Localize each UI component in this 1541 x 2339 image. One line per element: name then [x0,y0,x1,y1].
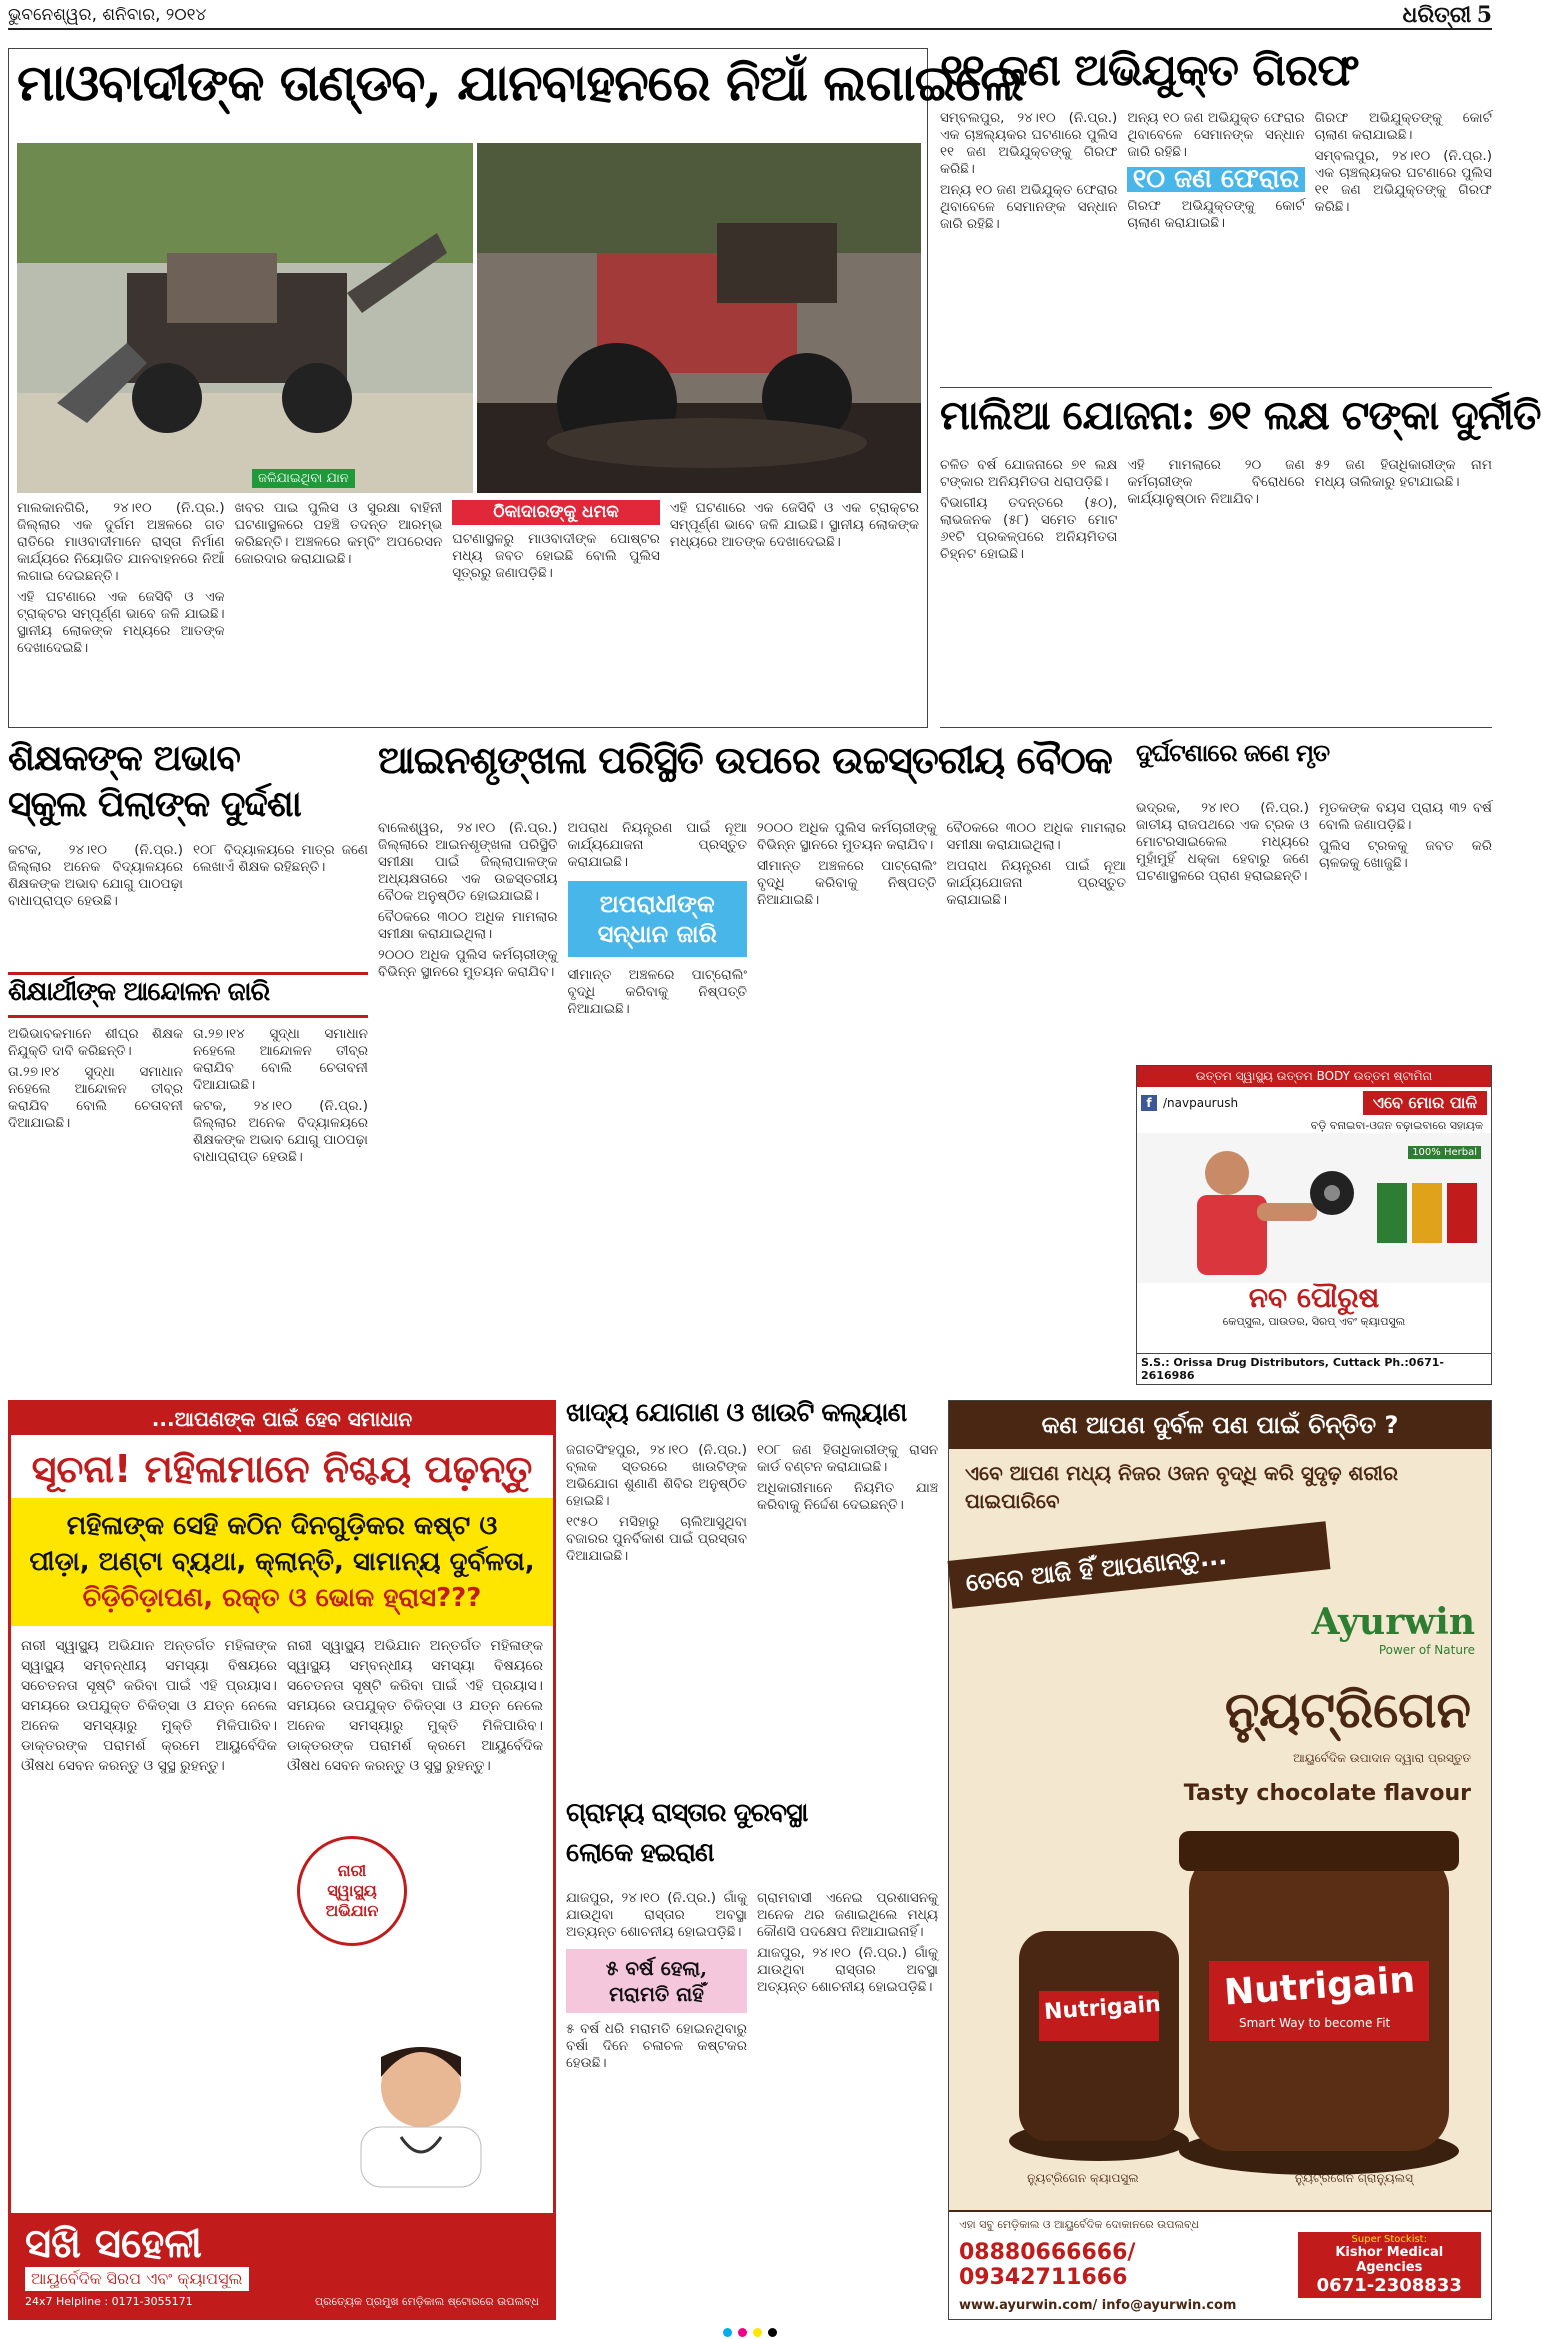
ad-nutrigain-product: ନ୍ୟୁଟ୍ରିଗେନ [1224,1681,1471,1739]
ad-sakhi-brand: ସଖି ସହେଳୀ [25,2221,202,2267]
pullquote: ଠିକାଦାରଙ୍କୁ ଧମକ [452,500,660,525]
story-arrest-col-1 [940,110,1117,380]
ad-sakhi-saheli[interactable] [8,1400,556,2320]
story-maoist-col-1 [17,500,225,710]
story-accident [1136,740,1492,1058]
paragraph: ଅପରାଧ ନିୟନ୍ତ୍ରଣ ପାଇଁ ନୂଆ କାର୍ଯ୍ୟଯୋଜନା ପ୍ରସ୍ତୁତ କରାଯାଇଛି। [567,820,747,870]
story-arrest-headline: ୧୧ ଜଣ ଅଭିଯୁକ୍ତ ଗିରଫ [940,45,1359,96]
paragraph: ସମ୍ବଲପୁର, ୨୪।୧୦ (ନି.ପ୍ର.) ଏକ ଚାଞ୍ଚଲ୍ୟକର ଘଟଣାରେ ପୁଲିସ ୧୧ ଜଣ ଅଭିଯୁକ୍ତଙ୍କୁ ଗିରଫ କରିଛି। [940,110,1118,177]
story-scheme-headline: ମାଲିଆ ଯୋଜନା: ୭୧ ଲକ୍ଷ ଟଙ୍କା ଦୁର୍ନୀତି [940,392,1541,439]
paragraph: ୫୨ ଜଣ ହିତାଧିକାରୀଙ୍କ ନାମ ମଧ୍ୟ ତାଲିକାରୁ ହଟାଯାଇଛି। [1314,457,1492,490]
ad-nutrigain-intro: ଏବେ ଆପଣ ମଧ୍ୟ ନିଜର ଓଜନ ବୃଦ୍ଧି କରି ସୁଦୃଢ଼ ଶରୀର ପାଇପାରିବେ [965,1461,1399,1513]
story-maoist [8,48,1023,728]
paragraph: ଗିରଫ ଅଭିଯୁକ୍ତଙ୍କୁ କୋର୍ଟ ଚାଲାଣ କରାଯାଇଛି। [1127,198,1305,231]
paragraph: କଟକ, ୨୪।୧୦ (ନି.ପ୍ର.) ଜିଲ୍ଲାର ଅନେକ ବିଦ୍ୟାଳୟରେ ଶିକ୍ଷକଙ୍କ ଅଭାବ ଯୋଗୁ ପାଠପଢ଼ା ବାଧାପ୍ରାପ୍ତ ହେଉଛି। [8,842,183,909]
story-arrest-col-2 [1127,110,1304,380]
paragraph: ଘଟଣାସ୍ଥଳରୁ ମାଓବାଦୀଙ୍କ ପୋଷ୍ଟର ମଧ୍ୟ ଜବତ ହୋଇଛି ବୋଲି ପୁଲିସ ସୂତ୍ରରୁ ଜଣାପଡ଼ିଛି। [452,531,660,581]
paragraph: ବୈଠକରେ ୩୦୦ ଅଧିକ ମାମଲାର ସମୀକ୍ଷା କରାଯାଇଥିଲା। [946,820,1126,853]
story-scheme-col-3 [1315,457,1492,717]
story-lawandorder-col-3 [757,820,937,1380]
ad-sakhi-helpline: 24x7 Helpline : 0171-3055171 [25,2295,193,2308]
paragraph: ୨୦୦୦ ଅଧିକ ପୁଲିସ କର୍ମଚାରୀଙ୍କୁ ବିଭିନ୍ନ ସ୍ଥାନରେ ମୁତୟନ କରାଯିବ। [378,947,558,980]
paragraph: ଅପରାଧ ନିୟନ୍ତ୍ରଣ ପାଇଁ ନୂଆ କାର୍ଯ୍ୟଯୋଜନା ପ୍ରସ୍ତୁତ କରାଯାଇଛି। [946,858,1126,908]
paragraph: ଯାଜପୁର, ୨୪।୧୦ (ନି.ପ୍ର.) ଗାଁକୁ ଯାଉଥିବା ରାସ୍ତାର ଅବସ୍ଥା ଅତ୍ୟନ୍ତ ଶୋଚନୀୟ ହୋଇପଡ଼ିଛି। [757,1945,938,1995]
ad-sakhi-body-1: ନାରୀ ସ୍ୱାସ୍ଥ୍ୟ ଅଭିଯାନ ଅନ୍ତର୍ଗତ ମହିଳାଙ୍କ ସ୍ୱାସ୍ଥ୍ୟ ସମ୍ବନ୍ଧୀୟ ସମସ୍ୟା ବିଷୟରେ ସଚେତନତା ସୃଷ୍ଟି କରିବା ପାଇଁ ଏହି ପ୍ରୟାସ। ସମୟରେ ଉପଯୁକ୍ତ ଚିକିତ୍ସା ଓ ଯତ୍ନ ନେଲେ ଅନେକ ସମସ୍ୟାରୁ ମୁକ୍ତି ମିଳିପାରିବ। ଡାକ୍ତରଙ୍କ ପରାମର୍ଶ କ୍ରମେ ଆୟୁର୍ବେଦିକ ଔଷଧ ସେବନ କରନ୍ତୁ ଓ ସୁସ୍ଥ ରୁହନ୍ତୁ। [21,1638,277,1774]
jar-label-small: Nutrigain [1043,1991,1162,2026]
callout-line: ସନ୍ଧାନ ଜାରି [597,919,717,948]
paragraph: ସୀମାନ୍ତ ଅଞ୍ଚଳରେ ପାଟ୍ରୋଲିଂ ବୃଦ୍ଧି କରିବାକୁ ନିଷ୍ପତ୍ତି ନିଆଯାଇଛି। [757,858,937,908]
paragraph: ୫ ବର୍ଷ ଧରି ମରାମତି ହୋଇନଥିବାରୁ ବର୍ଷା ଦିନେ ଚଳାଚଳ କଷ୍ଟକର ହେଉଛି। [566,2021,747,2071]
yellow-mark [753,2328,762,2337]
page-folio [8,2,1492,30]
ad-nutrigain-flavour: Tasty chocolate flavour [1183,1781,1471,1806]
black-mark [768,2328,777,2337]
paragraph: ବିଭାଗୀୟ ତଦନ୍ତରେ (୫୦), ଲାଭଜନକ (୫୮) ସମେତ ମୋଟ ୬୧ଟି ପ୍ରକଳ୍ପରେ ଅନିୟମିତତା ଚିହ୍ନଟ ହୋଇଛି। [940,495,1118,562]
ad-nutrigain-arc: ତେବେ ଆଜି ହିଁ ଆପଣାନ୍ତୁ... [948,1521,1331,1608]
tractor-illustration [477,143,921,493]
paragraph: ୧୯୫୦ ମସିହାରୁ ଚାଲିଆସୁଥିବା ବଜାରର ପୁନର୍ବିକାଶ ପାଇଁ ପ୍ରସ୍ତାବ ଦିଆଯାଇଛି। [566,1514,747,1564]
paragraph: ଏହି ଘଟଣାରେ ଏକ ଜେସିବି ଓ ଏକ ଟ୍ରାକ୍ଟର ସମ୍ପୂର୍ଣ୍ଣ ଭାବେ ଜଳି ଯାଇଛି। ସ୍ଥାନୀୟ ଲୋକଙ୍କ ମଧ୍ୟରେ ଆତଙ୍କ ଦେଖାଦେଇଛି। [669,500,920,550]
ad-sakhi-footnote: ପ୍ରତ୍ୟେକ ପ୍ରମୁଖ ମେଡ଼ିକାଲ ଷ୍ଟୋରରେ ଉପଲବ୍ଧ [314,2295,539,2308]
paragraph: ଜଗତସିଂହପୁର, ୨୪।୧୦ (ନି.ପ୍ର.) ବ୍ଲକ ସ୍ତରରେ ଖାଉଟିଙ୍କ ଅଭିଯୋଗ ଶୁଣାଣି ଶିବିର ଅନୁଷ୍ଠିତ ହୋଇଛି। [566,1442,747,1509]
callout-line: ୫ ବର୍ଷ ହେଲା, [605,1956,708,1980]
callout-line: ଅପରାଧୀଙ୍କ [599,889,715,918]
story-consumer-col-2 [757,1442,938,1772]
paragraph: ଭଦ୍ରକ, ୨୪।୧୦ (ନି.ପ୍ର.) ଜାତୀୟ ରାଜପଥରେ ଏକ ଟ୍ରକ ଓ ମୋଟରସାଇକେଲ ମଧ୍ୟରେ ମୁହାଁମୁହିଁ ଧକ୍କା ହେବାରୁ ଜଣେ ଘଟଣାସ୍ଥଳରେ ପ୍ରାଣ ହରାଇଛନ୍ତି। [1136,800,1309,884]
folio-date: ଭୁବନେଶ୍ୱର, ଶନିବାର, ୨୦୧୪ [8,5,207,25]
story-teacher [8,737,368,1390]
story-teacher-headline-2: ସ୍କୁଲ ପିଲାଙ୍କ ଦୁର୍ଦ୍ଦଶା [8,783,301,825]
stockist-name: Kishor Medical Agencies [1335,2245,1444,2275]
paragraph: ତା.୨୭।୧୪ ସୁଦ୍ଧା ସମାଧାନ ନହେଲେ ଆନ୍ଦୋଳନ ତୀବ୍ର କରାଯିବ ବୋଲି ଚେତାବନୀ ଦିଆଯାଇଛି। [8,1064,183,1131]
ad-sakhi-sub-2: ପୀଡ଼ା, ଅଣ୍ଟା ବ୍ୟଥା, କ୍ଲାନ୍ତି, ସାମାନ୍ୟ ଦୁର୍ବଳତା, [29,1547,535,1577]
ad-navpaurush-distributor: S.S.: Orissa Drug Distributors, Cuttack Ph.:0671-2616986 [1137,1353,1491,1384]
paragraph: ମାଲକାନଗିରି, ୨୪।୧୦ (ନି.ପ୍ର.) ଜିଲ୍ଲାର ଏକ ଦୁର୍ଗମ ଅଞ୍ଚଳରେ ଗତ ରାତିରେ ମାଓବାଦୀମାନେ ରାସ୍ତା ନିର୍ମାଣ କାର୍ଯ୍ୟରେ ନିୟୋଜିତ ଯାନବାହନରେ ନିଆଁ ଲଗାଇ ଦେଇଛନ୍ତି। [17,500,225,584]
jar-label-large: Nutrigain [1222,1959,1417,2014]
story-maoist-headline: ମାଓବାଦୀଙ୍କ ତାଣ୍ଡବ, ଯାନବାହନରେ ନିଆଁ ଲଗାଇଲେ [17,53,1023,112]
stockist-phone: 0671-2308833 [1316,2275,1462,2296]
ad-nutrigain-product-sub: ଆୟୁର୍ବେଦିକ ଉପାଦାନ ଦ୍ୱାରା ପ୍ରସ୍ତୁତ [1293,1751,1471,1765]
ad-sakhi-body-2: ନାରୀ ସ୍ୱାସ୍ଥ୍ୟ ଅଭିଯାନ ଅନ୍ତର୍ଗତ ମହିଳାଙ୍କ ସ୍ୱାସ୍ଥ୍ୟ ସମ୍ବନ୍ଧୀୟ ସମସ୍ୟା ବିଷୟରେ ସଚେତନତା ସୃଷ୍ଟି କରିବା ପାଇଁ ଏହି ପ୍ରୟାସ। ସମୟରେ ଉପଯୁକ୍ତ ଚିକିତ୍ସା ଓ ଯତ୍ନ ନେଲେ ଅନେକ ସମସ୍ୟାରୁ ମୁକ୍ତି ମିଳିପାରିବ। ଡାକ୍ତରଙ୍କ ପରାମର୍ଶ କ୍ରମେ ଆୟୁର୍ବେଦିକ ଔଷଧ ସେବନ କରନ୍ତୁ ଓ ସୁସ୍ଥ ରୁହନ୍ତୁ। [287,1638,543,1774]
ad-nutrigain-note: ଏହା ସବୁ ମେଡ଼ିକାଲ ଓ ଆୟୁର୍ବେଦିକ ଦୋକାନରେ ଉପଲବ୍ଧ [959,2218,1199,2231]
paragraph: ପୁଲିସ ଟ୍ରକକୁ ଜବତ କରି ଚାଳକକୁ ଖୋଜୁଛି। [1319,838,1492,871]
story-accident-col-1 [1136,800,1309,1050]
registration-marks [0,2325,1500,2339]
paragraph: ଗିରଫ ଅଭିଯୁକ୍ତଙ୍କୁ କୋର୍ଟ ଚାଲାଣ କରାଯାଇଛି। [1314,110,1492,143]
paragraph: ୨୦୦୦ ଅଧିକ ପୁଲିସ କର୍ମଚାରୀଙ୍କୁ ବିଭିନ୍ନ ସ୍ଥାନରେ ମୁତୟନ କରାଯିବ। [757,820,937,853]
paragraph: ଯାଜପୁର, ୨୪।୧୦ (ନି.ପ୍ର.) ଗାଁକୁ ଯାଉଥିବା ରାସ୍ତାର ଅବସ୍ଥା ଅତ୍ୟନ୍ତ ଶୋଚନୀୟ ହୋଇପଡ଼ିଛି। [566,1890,747,1940]
ad-nutrigain[interactable] [948,1400,1492,2320]
seal-line: ଅଭିଯାନ [325,1901,379,1920]
ayurwin-logo: Ayurwin [1311,1601,1475,1643]
divider [8,1015,368,1018]
story-teacher-col-2 [193,842,368,972]
excavator-illustration [17,143,473,493]
seal-line: ସ୍ୱାସ୍ଥ୍ୟ [327,1881,377,1900]
paragraph: ସମ୍ବଲପୁର, ୨୪।୧୦ (ନି.ପ୍ର.) ଏକ ଚାଞ୍ଚଲ୍ୟକର ଘଟଣାରେ ପୁଲିସ ୧୧ ଜଣ ଅଭିଯୁକ୍ତଙ୍କୁ ଗିରଫ କରିଛି। [1314,148,1492,215]
story-lawandorder-col-4 [947,820,1127,1380]
ad-navpaurush-badge: 100% Herbal [1408,1146,1481,1159]
story-teacher-col-1 [8,842,183,972]
ad-sakhi-sub-1: ମହିଳାଙ୍କ ସେହି କଠିନ ଦିନଗୁଡ଼ିକର କଷ୍ଟ ଓ [66,1511,498,1541]
paragraph: ଅଧିକାରୀମାନେ ନିୟମିତ ଯାଞ୍ଚ କରିବାକୁ ନିର୍ଦ୍ଦେଶ ଦେଇଛନ୍ତି। [757,1480,938,1513]
callout-repair [566,1949,747,2013]
paragraph: ଅନ୍ୟ ୧୦ ଜଣ ଅଭିଯୁକ୍ତ ଫେରାର ଥିବାବେଳେ ସେମାନଙ୍କ ସନ୍ଧାନ ଜାରି ରହିଛି। [940,182,1118,232]
ad-sakhi-headline: ସୂଚନା! ମହିଳାମାନେ ନିଶ୍ଚୟ ପଢ଼ନ୍ତୁ [31,1447,533,1491]
ad-navpaurush-social: /navpaurush [1163,1096,1239,1110]
story-lawandorder-col-1 [378,820,558,1380]
paragraph: ୧୦୮ ଜଣ ହିତାଧିକାରୀଙ୍କୁ ରାସନ କାର୍ଡ ବଣ୍ଟନ କରାଯାଇଛି। [757,1442,938,1475]
jar-tagline: Smart Way to become Fit [1239,2016,1391,2030]
story-teacher-headline-1: ଶିକ୍ଷକଙ୍କ ଅଭାବ [8,737,240,779]
paragraph: ମୃତକଙ୍କ ବୟସ ପ୍ରାୟ ୩୨ ବର୍ଷ ବୋଲି ଜଣାପଡ଼ିଛି। [1319,800,1492,833]
facebook-icon: f [1141,1095,1157,1111]
paragraph: ବାଲେଶ୍ୱର, ୨୪।୧୦ (ନି.ପ୍ର.) ଜିଲ୍ଲାରେ ଆଇନଶୃଙ୍ଖଳା ପରିସ୍ଥିତି ସମୀକ୍ଷା ପାଇଁ ଜିଲ୍ଲାପାଳଙ୍କ ଅଧ୍ୟକ୍ଷତାରେ ଏକ ଉଚ୍ଚସ୍ତରୀୟ ବୈଠକ ଅନୁଷ୍ଠିତ ହୋଇଯାଇଛି। [378,820,558,904]
callout-search [568,881,748,957]
story-maoist-col-3 [452,500,660,710]
story-arrest-col-3 [1315,110,1492,380]
paragraph: କଟକ, ୨୪।୧୦ (ନି.ପ୍ର.) ଜିଲ୍ଲାର ଅନେକ ବିଦ୍ୟାଳୟରେ ଶିକ୍ଷକଙ୍କ ଅଭାବ ଯୋଗୁ ପାଠପଢ଼ା ବାଧାପ୍ରାପ୍ତ ହେଉଛି। [193,1098,368,1165]
ayurwin-logo-sub: Power of Nature [1378,1643,1475,1657]
story-scheme [940,392,1541,728]
ad-navpaurush-tagline: ଉତ୍ତମ ସ୍ୱାସ୍ଥ୍ୟ ଉତ୍ତମ BODY ଉତ୍ତମ ଷ୍ଟାମିନା [1137,1066,1491,1087]
paragraph: ଅଭିଭାବକମାନେ ଶୀଘ୍ର ଶିକ୍ଷକ ନିଯୁକ୍ତି ଦାବି କରିଛନ୍ତି। [8,1026,183,1059]
photo-burnt-excavator [17,143,473,493]
story-accident-headline: ଦୁର୍ଘଟଣାରେ ଜଣେ ମୃତ [1136,738,1330,767]
callout-line: ମରାମତି ନାହିଁ [609,1982,704,2006]
story-road-headline-1: ଗ୍ରାମ୍ୟ ରାସ୍ତାର ଦୁରବସ୍ଥା [566,1798,808,1828]
ad-sakhi-brand-sub: ଆୟୁର୍ବେଦିକ ସିରପ ଏବଂ କ୍ୟାପସୁଲ [25,2267,249,2291]
stockist-label: Super Stockist: [1351,2234,1427,2245]
story-road-headline-2: ଲୋକେ ହଇରାଣ [566,1838,714,1868]
nutrigain-jars-illustration [949,1811,1489,2211]
story-consumer [566,1400,938,1780]
nari-swasthya-seal [297,1836,407,1946]
paragraph: ସୀମାନ୍ତ ଅଞ୍ଚଳରେ ପାଟ୍ରୋଲିଂ ବୃଦ୍ଧି କରିବାକୁ ନିଷ୍ପତ୍ତି ନିଆଯାଇଛି। [567,967,747,1017]
paper-name: ଧରିତ୍ରୀ [1402,2,1472,28]
jar-caption-large: ନ୍ୟୁଟ୍ରିଗେନ ଗ୍ରାନ୍ୟୁଲସ୍ [1294,2171,1413,2185]
story-consumer-col-1 [566,1442,747,1772]
ad-navpaurush-brand: ନବ ପୌରୁଷ [1248,1281,1380,1314]
story-maoist-col-2 [235,500,443,710]
story-lawandorder [378,737,1126,1390]
ad-nutrigain-phones: 08880666666/ 09342711666 [959,2240,1136,2290]
story-arrest [940,45,1492,388]
ad-sakhi-sub-3: ଚିଡ଼ିଚିଡ଼ାପଣ, ରକ୍ତ ଓ ଭୋକ ହ୍ରାସ??? [82,1583,482,1613]
paragraph: ଏହି ଘଟଣାରେ ଏକ ଜେସିବି ଓ ଏକ ଟ୍ରାକ୍ଟର ସମ୍ପୂର୍ଣ୍ଣ ଭାବେ ଜଳି ଯାଇଛି। ସ୍ଥାନୀୟ ଲୋକଙ୍କ ମଧ୍ୟରେ ଆତଙ୍କ ଦେଖାଦେଇଛି। [17,589,225,656]
photo-burnt-tractor [477,143,921,493]
ad-navpaurush-brand-sub: କେପ୍ସୁଲ, ପାଉଡର, ସିରପ୍ ଏବଂ କ୍ୟାପସୁଲ [1222,1315,1406,1328]
paragraph: ଚଳିତ ବର୍ଷ ଯୋଜନାରେ ୭୧ ଲକ୍ଷ ଟଙ୍କାର ଅନିୟମିତତା ଧରାପଡ଼ିଛି। [940,457,1118,490]
story-lawandorder-headline: ଆଇନଶୃଙ୍ଖଳା ପରିସ୍ଥିତି ଉପରେ ଉଚ୍ଚସ୍ତରୀୟ ବୈଠକ [378,737,1112,782]
paragraph: ଖବର ପାଇ ପୁଲିସ ଓ ସୁରକ୍ଷା ବାହିନୀ ଘଟଣାସ୍ଥଳରେ ପହଞ୍ଚି ତଦନ୍ତ ଆରମ୍ଭ କରିଛନ୍ତି। ଅଞ୍ଚଳରେ କମ୍ବିଂ ଅପରେସନ ଜୋରଦାର କରାଯାଇଛି। [234,500,443,567]
callout-absconding: ୧୦ ଜଣ ଫେରାର [1127,167,1304,192]
doctor-illustration [11,2027,553,2187]
story-scheme-col-1 [940,457,1117,717]
ad-navpaurush[interactable] [1136,1065,1492,1385]
story-lawandorder-col-2 [568,820,748,1380]
story-teacher-subhead: ଶିକ୍ଷାର୍ଥୀଙ୍କ ଆନ୍ଦୋଳନ ଜାରି [8,977,270,1007]
jar-caption-small: ନ୍ୟୁଟ୍ରିଗେନ କ୍ୟାପସୁଲ [1027,2171,1139,2185]
paragraph: ବୈଠକରେ ୩୦୦ ଅଧିକ ମାମଲାର ସମୀକ୍ଷା କରାଯାଇଥିଲା। [378,909,558,942]
paragraph: ୧୦୮ ବିଦ୍ୟାଳୟରେ ମାତ୍ର ଜଣେ ଲେଖାଏଁ ଶିକ୍ଷକ ରହିଛନ୍ତି। [193,842,368,875]
paragraph: ଏହି ମାମଲାରେ ୨୦ ଜଣ କର୍ମଚାରୀଙ୍କ ବିରୋଧରେ କାର୍ଯ୍ୟାନୁଷ୍ଠାନ ନିଆଯିବ। [1127,457,1305,507]
ad-sakhi-top: ...ଆପଣଙ୍କ ପାଇଁ ହେବ ସମାଧାନ [11,1403,553,1435]
story-road [566,1800,938,2320]
ad-nutrigain-web[interactable]: www.ayurwin.com/ info@ayurwin.com [959,2298,1237,2313]
ad-navpaurush-sub: ବଡ଼ି ବନାଇବା-ଓଜନ ବଢ଼ାଇବାରେ ସହାୟକ [1310,1119,1483,1132]
divider [8,972,368,975]
page-number: 5 [1476,2,1492,28]
story-consumer-headline: ଖାଦ୍ୟ ଯୋଗାଣ ଓ ଖାଉଟି କଲ୍ୟାଣ [566,1398,907,1428]
story-road-col-2 [757,1890,938,2310]
paragraph: ଅନ୍ୟ ୧୦ ଜଣ ଅଭିଯୁକ୍ତ ଫେରାର ଥିବାବେଳେ ସେମାନଙ୍କ ସନ୍ଧାନ ଜାରି ରହିଛି। [1127,110,1305,160]
photo-caption: ଜଳିଯାଇଥିବା ଯାନ [252,469,355,488]
paragraph: ତା.୨୭।୧୪ ସୁଦ୍ଧା ସମାଧାନ ନହେଲେ ଆନ୍ଦୋଳନ ତୀବ୍ର କରାଯିବ ବୋଲି ଚେତାବନୀ ଦିଆଯାଇଛି। [193,1026,368,1093]
story-scheme-col-2 [1127,457,1304,717]
story-teacher-col-4 [193,1026,368,1366]
ad-nutrigain-header: କଣ ଆପଣ ଦୁର୍ବଳ ପଣ ପାଇଁ ଚିନ୍ତିତ ? [949,1401,1491,1449]
seal-line: ନାରୀ [337,1861,367,1880]
story-teacher-col-3 [8,1026,183,1366]
paragraph: ଗ୍ରାମବାସୀ ଏନେଇ ପ୍ରଶାସନକୁ ଅନେକ ଥର ଜଣାଇଥିଲେ ମଧ୍ୟ କୌଣସି ପଦକ୍ଷେପ ନିଆଯାଇନାହିଁ। [757,1890,938,1940]
story-accident-col-2 [1319,800,1492,1050]
story-road-col-1 [566,1890,747,2310]
cyan-mark [723,2328,732,2337]
magenta-mark [738,2328,747,2337]
ad-navpaurush-banner: ଏବେ ମୋର ପାଳି [1363,1091,1487,1115]
story-maoist-col-4 [670,500,919,710]
